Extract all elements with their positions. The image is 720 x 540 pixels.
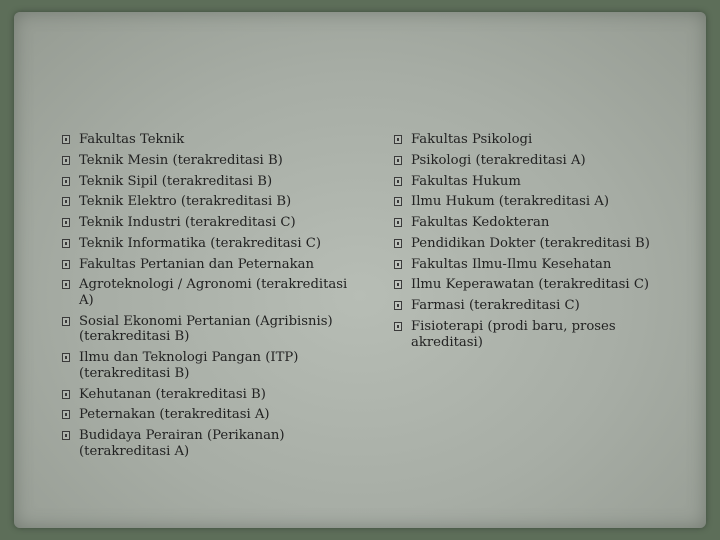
square-bullet-icon [394, 322, 402, 331]
list-item-text: Fakultas Kedokteran [411, 215, 550, 231]
list-item [62, 314, 362, 345]
list-item-text: Ilmu Hukum (terakreditasi A) [411, 194, 609, 210]
list-item [394, 236, 684, 252]
slide-frame [14, 12, 706, 528]
square-bullet-icon [62, 410, 70, 419]
list-item [394, 153, 684, 169]
square-bullet-icon [62, 197, 70, 206]
list-item-text: Fakultas Ilmu-Ilmu Kesehatan [411, 256, 612, 272]
square-bullet-icon [62, 239, 70, 248]
square-bullet-icon [62, 135, 70, 144]
list-item [62, 194, 362, 210]
square-bullet-icon [394, 218, 402, 227]
list-item-text: Sosial Ekonomi Pertanian (Agribisnis) (terakreditasi B) [79, 313, 333, 345]
list-item-text: Teknik Sipil (terakreditasi B) [79, 173, 273, 189]
list-item [62, 428, 362, 459]
list-item-text: Peternakan (terakreditasi A) [79, 407, 270, 423]
list-item [394, 319, 684, 350]
list-item [394, 215, 684, 231]
list-item [62, 350, 362, 381]
square-bullet-icon [62, 260, 70, 269]
list-item-text: Fakultas Teknik [79, 132, 185, 147]
list-item [394, 194, 684, 210]
list-item [394, 132, 684, 148]
square-bullet-icon [62, 177, 70, 186]
list-item [62, 215, 362, 231]
list-item [62, 257, 362, 273]
square-bullet-icon [62, 390, 70, 399]
square-bullet-icon [62, 353, 70, 362]
square-bullet-icon [62, 431, 70, 440]
square-bullet-icon [394, 156, 402, 165]
square-bullet-icon [394, 260, 402, 269]
list-item-text: Fisioterapi (prodi baru, proses akreditasi) [411, 319, 616, 350]
square-bullet-icon [62, 280, 70, 289]
list-item-text: Teknik Informatika (terakreditasi C) [79, 235, 321, 251]
list-item-text: Teknik Elektro (terakreditasi B) [79, 194, 292, 210]
list-item [62, 174, 362, 190]
left-list [62, 132, 362, 465]
square-bullet-icon [394, 197, 402, 206]
list-item [62, 132, 362, 148]
list-item-text: Kehutanan (terakreditasi B) [79, 386, 266, 402]
list-item [62, 277, 362, 308]
square-bullet-icon [62, 156, 70, 165]
list-item-text: Pendidikan Dokter (terakreditasi B) [411, 235, 650, 251]
list-item [394, 277, 684, 293]
list-item [62, 407, 362, 423]
list-item-text: Fakultas Hukum [411, 173, 521, 189]
list-item-text: Teknik Mesin (terakreditasi B) [79, 152, 283, 168]
square-bullet-icon [394, 239, 402, 248]
list-item-text: Fakultas Psikologi [411, 132, 533, 147]
list-item-text: Ilmu Keperawatan (terakreditasi C) [411, 277, 650, 293]
list-item [62, 236, 362, 252]
list-item-text: Psikologi (terakreditasi A) [411, 152, 586, 168]
square-bullet-icon [62, 317, 70, 326]
square-bullet-icon [394, 280, 402, 289]
list-item [394, 174, 684, 190]
list-item [394, 298, 684, 314]
list-item-text: Ilmu dan Teknologi Pangan (ITP) (terakreditasi B) [79, 350, 299, 381]
list-item-text: Budidaya Perairan (Perikanan) (terakreditasi A) [79, 428, 285, 459]
list-item [62, 153, 362, 169]
square-bullet-icon [394, 135, 402, 144]
square-bullet-icon [394, 301, 402, 310]
list-item-text: Fakultas Pertanian dan Peternakan [79, 256, 314, 272]
right-list [394, 132, 684, 355]
list-item-text: Farmasi (terakreditasi C) [411, 298, 580, 314]
square-bullet-icon [394, 177, 402, 186]
square-bullet-icon [62, 218, 70, 227]
list-item [62, 387, 362, 403]
list-item-text: Teknik Industri (terakreditasi C) [79, 215, 296, 231]
list-item-text: Agroteknologi / Agronomi (terakreditasi A) [79, 277, 348, 309]
list-item [394, 257, 684, 273]
